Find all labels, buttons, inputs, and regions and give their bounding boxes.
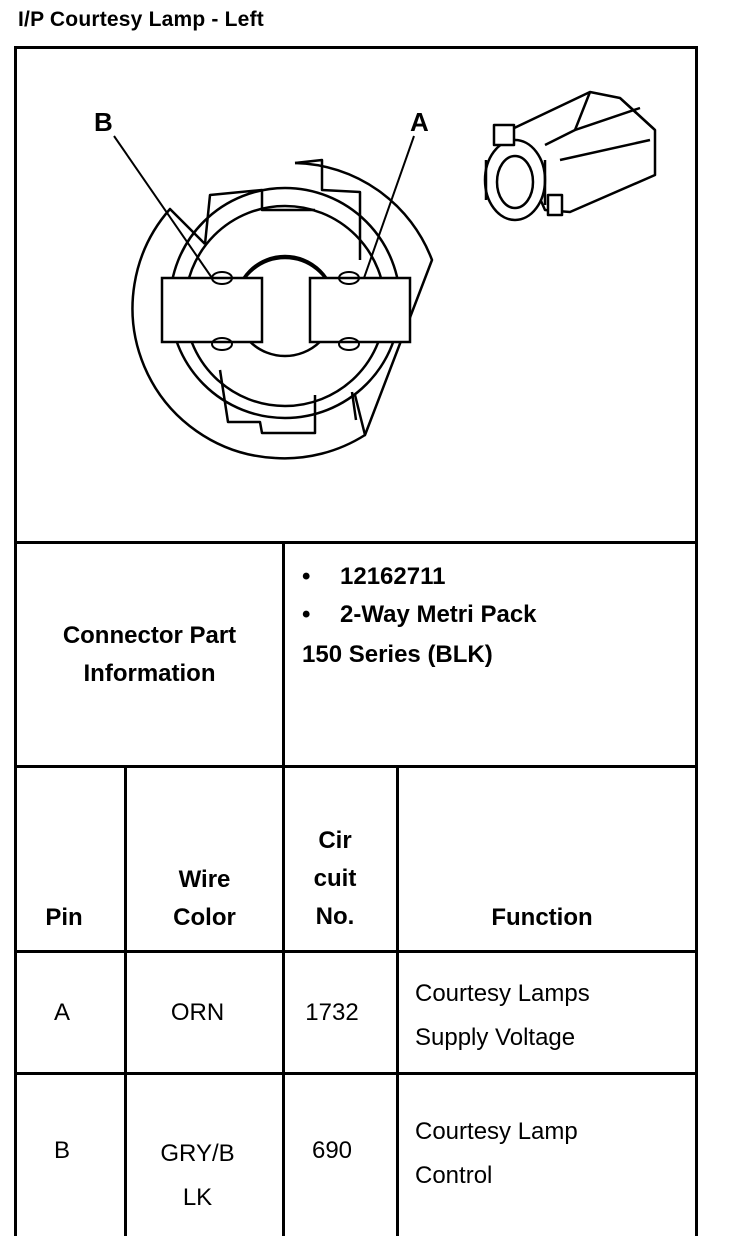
row-a-wire-color: ORN — [170, 999, 225, 1026]
connector-info-bullet-1 — [302, 558, 445, 596]
page-title: I/P Courtesy Lamp - Left — [18, 8, 264, 31]
connector-info-heading-line1: Connector Part — [62, 622, 237, 649]
row-a-circuit: 1732 — [305, 999, 359, 1026]
header-circuit-number: Cir cuit No. — [313, 827, 357, 930]
connector-isometric-icon — [485, 92, 655, 220]
divider-row-a-bottom — [14, 1072, 698, 1075]
bullet-icon: • — [302, 601, 311, 628]
divider-diagram-bottom — [14, 541, 698, 544]
diagram-label-b: B — [94, 107, 113, 137]
divider-info-column — [282, 541, 285, 768]
part-number: 12162711 — [340, 563, 446, 590]
connector-diagram — [17, 49, 695, 539]
connector-info-heading — [17, 617, 282, 693]
divider-header-bottom — [14, 950, 698, 953]
row-b-function: Courtesy Lamp Control — [415, 1118, 578, 1189]
divider-info-bottom — [14, 765, 698, 768]
header-pin: Pin — [45, 904, 83, 931]
connector-info-heading-line2: Information — [83, 660, 216, 687]
diagram-label-a: A — [410, 107, 429, 137]
connector-info-bullet-2 — [302, 596, 537, 634]
terminal-a — [310, 278, 410, 342]
row-b-wire-color: GRY/B LK — [160, 1140, 235, 1211]
connector-series: 150 Series (BLK) — [302, 641, 493, 668]
row-a-function: Courtesy Lamps Supply Voltage — [415, 980, 590, 1051]
row-a-pin: A — [53, 999, 70, 1026]
divider-circuit-column — [396, 765, 399, 1236]
terminal-b — [162, 278, 262, 342]
row-b-pin: B — [53, 1137, 70, 1164]
header-function: Function — [491, 904, 593, 931]
row-b-circuit: 690 — [311, 1137, 353, 1164]
bullet-icon: • — [302, 563, 311, 590]
leader-line-b — [114, 136, 212, 278]
header-wire-color: Wire Color — [173, 866, 236, 931]
connector-type: 2-Way Metri Pack — [340, 601, 537, 628]
